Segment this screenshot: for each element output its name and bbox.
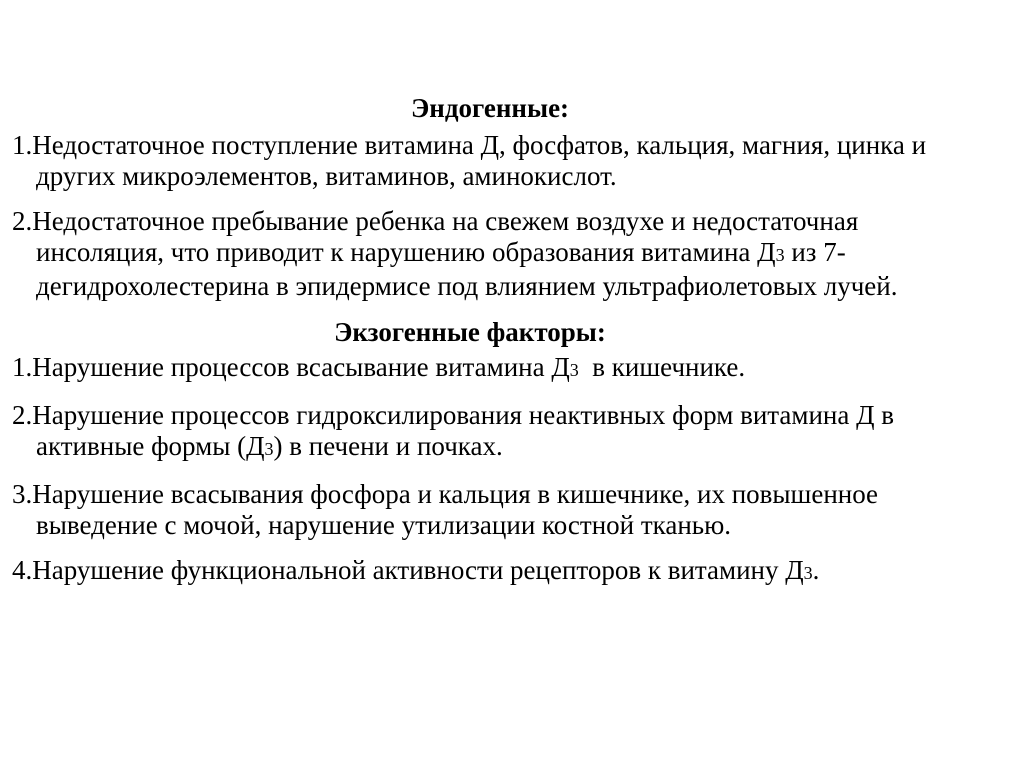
item-number: 3. [12, 479, 33, 509]
item-text: Недостаточное поступление витамина Д, фосфатов, кальция, магния, цинка и других микроэлементов, витаминов, аминокислот. [32, 130, 927, 191]
item-text-after: . [812, 555, 820, 585]
item-number: 4. [12, 555, 33, 585]
exogenous-item-4 [6, 555, 976, 589]
vitamin-subscript: 3 [803, 563, 813, 583]
exogenous-item-3 [6, 479, 976, 541]
endogenous-heading: Эндогенные: [410, 93, 570, 123]
exogenous-heading: Экзогенные факторы: [334, 317, 606, 347]
item-text: Нарушение всасывания фосфора и кальция в кишечнике, их повышенное выведение с мочой, нарушение утилизации костной тканью. [32, 479, 879, 540]
item-number: 1. [12, 130, 33, 160]
endogenous-item-2 [6, 206, 976, 302]
slide-content [0, 92, 1024, 603]
item-text: Нарушение процессов всасывание витамина Д [32, 352, 570, 382]
exogenous-item-1 [6, 352, 976, 386]
item-number: 2. [12, 206, 33, 236]
item-text-after: в кишечнике. [578, 352, 746, 382]
endogenous-list [0, 130, 1024, 302]
item-text-after: из 7-дегидрохолестерина в эпидермисе под влиянием ультрафиолетовых лучей. [36, 237, 898, 301]
item-text: Нарушение процессов гидроксилирования неактивных форм витамина Д в активные формы (Д [32, 400, 895, 461]
vitamin-subscript: 3 [775, 245, 785, 265]
item-number: 2. [12, 400, 33, 430]
vitamin-subscript: 3 [569, 360, 579, 380]
item-number: 1. [12, 352, 33, 382]
item-text: Нарушение функциональной активности рецепторов к витамину Д [32, 555, 804, 585]
endogenous-item-1 [6, 130, 976, 192]
vitamin-subscript: 3 [264, 439, 274, 459]
item-text: Недостаточное пребывание ребенка на свежем воздухе и недостаточная инсоляция, что приводит к нарушению образования витамина Д [32, 206, 859, 267]
exogenous-item-2 [6, 400, 976, 465]
exogenous-list [0, 352, 1024, 589]
item-text-after: ) в печени и почках. [273, 431, 503, 461]
